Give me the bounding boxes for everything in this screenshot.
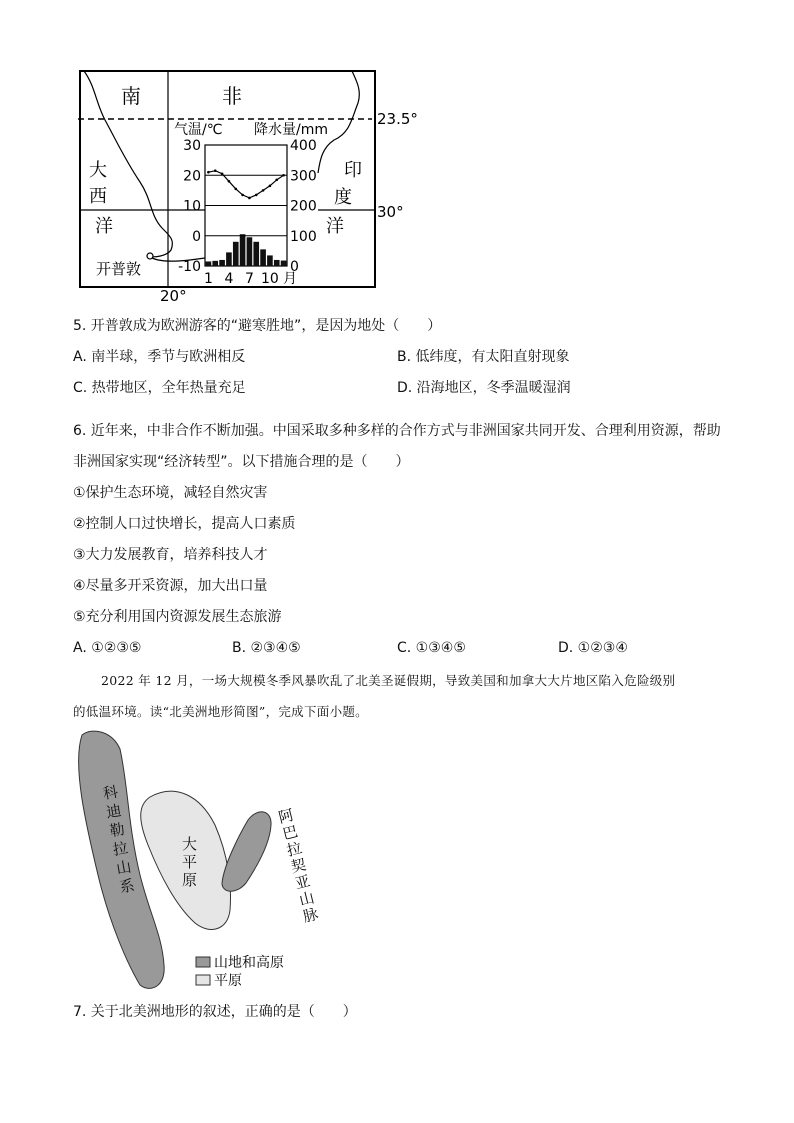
precip-bar [226, 252, 232, 266]
q5-option-d[interactable]: D. 沿海地区，冬季温暖湿润 [397, 380, 571, 396]
month-tick-label: 1 [203, 271, 213, 287]
precip-bar [212, 261, 218, 266]
plain-char-1: 大 [182, 835, 198, 853]
appalachian-char-4: 契 [288, 855, 308, 877]
precip-axis-label: 降水量/mm [254, 122, 328, 138]
temp-tick-label: 20 [183, 168, 201, 185]
temp-point [275, 178, 278, 181]
precip-bar [247, 237, 253, 266]
precip-bar [233, 242, 239, 266]
cape-town-marker [147, 253, 153, 259]
indian-char-3: 洋 [326, 216, 344, 237]
plain-char-2: 平 [182, 853, 198, 871]
temp-point [207, 171, 210, 174]
appalachian-char-2: 巴 [280, 822, 300, 844]
q6-item-5: ⑤充分利用国内资源发展生态旅游 [73, 609, 282, 625]
appalachian-char-6: 山 [297, 888, 317, 910]
intro-line1: 2022 年 12 月，一场大规模冬季风暴吹乱了北美圣诞假期，导致美国和加拿大大片地区陷入危险级别 [101, 673, 676, 688]
precip-tick-label: 200 [290, 198, 317, 215]
q6-stem-line2: 非洲国家实现“经济转型”。以下措施合理的是（ ） [73, 454, 410, 470]
plain-char-3: 原 [182, 871, 198, 889]
temp-point [234, 188, 237, 191]
lat-30-label: 30° [377, 203, 404, 221]
q5-option-b[interactable]: B. 低纬度，有太阳直射现象 [397, 349, 570, 365]
appalachian-char-1: 阿 [276, 805, 296, 827]
legend-plain-label: 平原 [214, 973, 242, 989]
q5-option-c[interactable]: C. 热带地区，全年热量充足 [73, 380, 246, 396]
south-africa-map [0, 0, 794, 310]
q6-item-1: ①保护生态环境，减轻自然灾害 [73, 485, 268, 501]
atlantic-char-1: 大 [89, 160, 107, 181]
lat-tropic-label: 23.5° [377, 110, 418, 128]
precip-bar [240, 234, 246, 266]
q6-item-4: ④尽量多开采资源，加大出口量 [73, 578, 268, 594]
appalachian-char-3: 拉 [284, 838, 304, 860]
indian-char-2: 度 [334, 187, 352, 208]
label-nan: 南 [121, 84, 141, 108]
legend-mountain-swatch [196, 957, 210, 967]
precip-bar [267, 255, 273, 266]
appalachian-char-7: 脉 [301, 904, 321, 926]
precip-tick-label: 100 [290, 228, 317, 245]
precip-bar [260, 249, 266, 266]
q6-option-b[interactable]: B. ②③④⑤ [232, 640, 301, 656]
temp-tick-label: 30 [183, 138, 201, 154]
legend-mountain-label: 山地和高原 [214, 955, 284, 971]
precip-bar [206, 261, 212, 266]
temp-point [241, 194, 244, 197]
appalachian-region [222, 812, 271, 891]
q7-stem: 7. 关于北美洲地形的叙述，正确的是（ ） [73, 1004, 357, 1020]
month-tick-label: 4 [224, 271, 234, 287]
precip-tick-label: 300 [290, 168, 317, 185]
lon-20-label: 20° [160, 287, 187, 305]
rocky-char-1: 科 [101, 782, 120, 803]
rocky-char-4: 拉 [111, 838, 130, 860]
legend-plain-swatch [196, 975, 210, 985]
precip-bar [219, 260, 225, 266]
precip-tick-label: 0 [290, 259, 299, 275]
q5-option-a[interactable]: A. 南半球，季节与欧洲相反 [73, 349, 246, 365]
temp-point [214, 169, 217, 172]
q6-item-3: ③大力发展教育，培养科技人才 [73, 547, 268, 563]
temp-point [262, 189, 265, 192]
q6-option-d[interactable]: D. ①②③④ [558, 640, 628, 656]
q6-option-c[interactable]: C. ①③④⑤ [397, 640, 466, 656]
temp-point [228, 180, 231, 183]
precip-tick-label: 400 [290, 138, 317, 154]
precip-bar [253, 242, 259, 266]
temp-point [221, 172, 224, 175]
atlantic-char-2: 西 [89, 186, 107, 207]
month-unit-label: 月 [283, 271, 297, 287]
temp-tick-label: 0 [192, 228, 201, 245]
appalachian-char-5: 亚 [293, 871, 312, 893]
precip-bar [281, 261, 287, 266]
temp-tick-label: -10 [178, 259, 201, 275]
rocky-char-6: 系 [118, 876, 136, 897]
temp-point [269, 185, 272, 188]
q6-item-2: ②控制人口过快增长，提高人口素质 [73, 516, 296, 532]
q6-stem-line1: 6. 近年来，中非合作不断加强。中国采取多种多样的合作方式与非洲国家共同开发、合理利用资源，帮助 [73, 423, 721, 439]
q5-stem: 5. 开普敦成为欧洲游客的“避寒胜地”，是因为地处（ ） [73, 318, 442, 334]
rocky-char-2: 迪 [104, 801, 123, 822]
cape-town-label: 开普敦 [96, 260, 142, 278]
temp-point [248, 197, 251, 200]
intro-line2: 的低温环境。读“北美洲地形简图”，完成下面小题。 [73, 704, 368, 719]
rocky-char-3: 勒 [108, 820, 127, 841]
label-fei: 非 [222, 84, 242, 108]
temp-tick-label: 10 [183, 198, 201, 215]
rocky-char-5: 山 [114, 857, 133, 878]
month-tick-label: 7 [244, 271, 254, 287]
temp-point [255, 194, 258, 197]
indian-char-1: 印 [344, 160, 362, 181]
atlantic-char-3: 洋 [95, 216, 113, 237]
precip-bar [274, 260, 280, 266]
climate-chart [178, 138, 317, 287]
month-tick-label: 10 [261, 271, 279, 287]
q6-option-a[interactable]: A. ①②③⑤ [73, 640, 142, 656]
temp-axis-label: 气温/℃ [174, 122, 223, 138]
north-america-landform-map [0, 725, 794, 995]
